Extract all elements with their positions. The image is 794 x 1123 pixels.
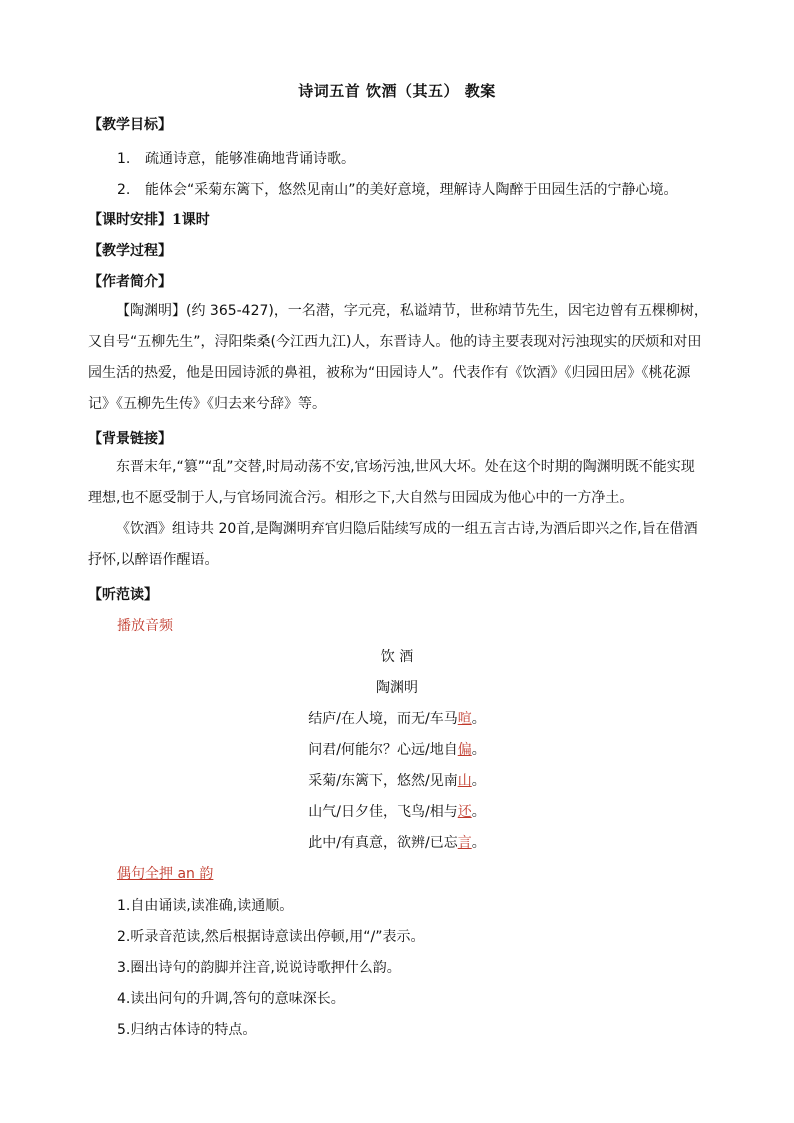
exercise-item: 1.自由诵读,读准确,读通顺。 [117,898,294,914]
goal-text: 能体会“采菊东篱下，悠然见南山”的美好意境，理解诗人陶醉于田园生活的宁静心境。 [145,182,678,198]
poem-line-end: 。 [471,804,486,820]
poem-line-text: 结庐/在人境，而无/车马 [308,711,458,727]
author-bio: 【陶渊明】(约 365-427)，一名潜，字元亮，私谥靖节，世称靖节先生，因宅边曾有五棵柳树，又自号“五柳先生”，浔阳柴桑(今江西九江)人，东晋诗人。他的诗主要表现对污浊现实的厌烦和对田园生活的热爱，他是田园诗派的鼻祖，被称为“田园诗人”。代表作有《饮酒》《归园田居》《桃花源记》《五柳先生传》《归去来兮辞》等。 [88,303,708,412]
poem-line [0,801,794,821]
background-paragraph-1: 东晋末年,“篡”“乱”交替,时局动荡不安,官场污浊,世风大坏。处在这个时期的陶渊明既不能实现理想,也不愿受制于人,与官场同流合污。相形之下,大自然与田园成为他心中的一方净土。 [88,459,695,506]
rhyme-character: 喧 [457,711,472,727]
goal-text: 疏通诗意，能够准确地背诵诗歌。 [145,151,355,167]
play-audio-link[interactable]: 播放音频 [117,618,173,634]
poem-line-text: 此中/有真意，欲辨/已忘 [308,835,458,851]
goal-number: 1. [117,151,131,167]
poem-line-end: 。 [471,773,486,789]
rhyme-note: 偶句全押 an 韵 [117,866,214,882]
exercise-item: 5.归纳古体诗的特点。 [117,1022,257,1038]
rhyme-character: 偏 [457,742,472,758]
goal-number: 2. [117,182,131,198]
poem-line-text: 问君/何能尔？心远/地自 [308,742,458,758]
exercise-item: 4.读出问句的升调,答句的意味深长。 [117,991,345,1007]
rhyme-character: 山 [457,773,472,789]
exercise-item: 2.听录音范读,然后根据诗意读出停顿,用“/”表示。 [117,929,425,945]
process-heading: 【教学过程】 [88,243,172,259]
rhyme-character: 还 [457,804,472,820]
poem-author: 陶渊明 [376,680,418,696]
poem-line-end: 。 [471,835,486,851]
schedule-heading: 【课时安排】1课时 [88,212,210,228]
author-heading: 【作者简介】 [88,274,172,290]
poem-line-text: 山气/日夕佳，飞鸟/相与 [308,804,458,820]
background-heading: 【背景链接】 [88,431,172,447]
goal-item-1 [117,148,355,168]
exercise-item: 3.圈出诗句的韵脚并注音,说说诗歌押什么韵。 [117,960,401,976]
document-title: 诗词五首 饮酒（其五） 教案 [298,82,496,100]
poem-line [0,770,794,790]
listen-heading: 【听范读】 [88,587,158,603]
poem-line [0,832,794,852]
goal-item-2 [117,179,678,199]
poem-line-text: 采菊/东篱下，悠然/见南 [308,773,458,789]
rhyme-character: 言 [457,835,472,851]
poem-line [0,739,794,759]
background-paragraph-2: 《饮酒》组诗共 20首,是陶渊明弃官归隐后陆续写成的一组五言古诗,为酒后即兴之作,旨在借酒抒怀,以醉语作醒语。 [88,521,698,568]
poem-line-end: 。 [471,742,486,758]
poem-title: 饮 酒 [380,649,414,665]
poem-line [0,708,794,728]
poem-line-end: 。 [471,711,486,727]
goals-heading: 【教学目标】 [88,117,172,133]
